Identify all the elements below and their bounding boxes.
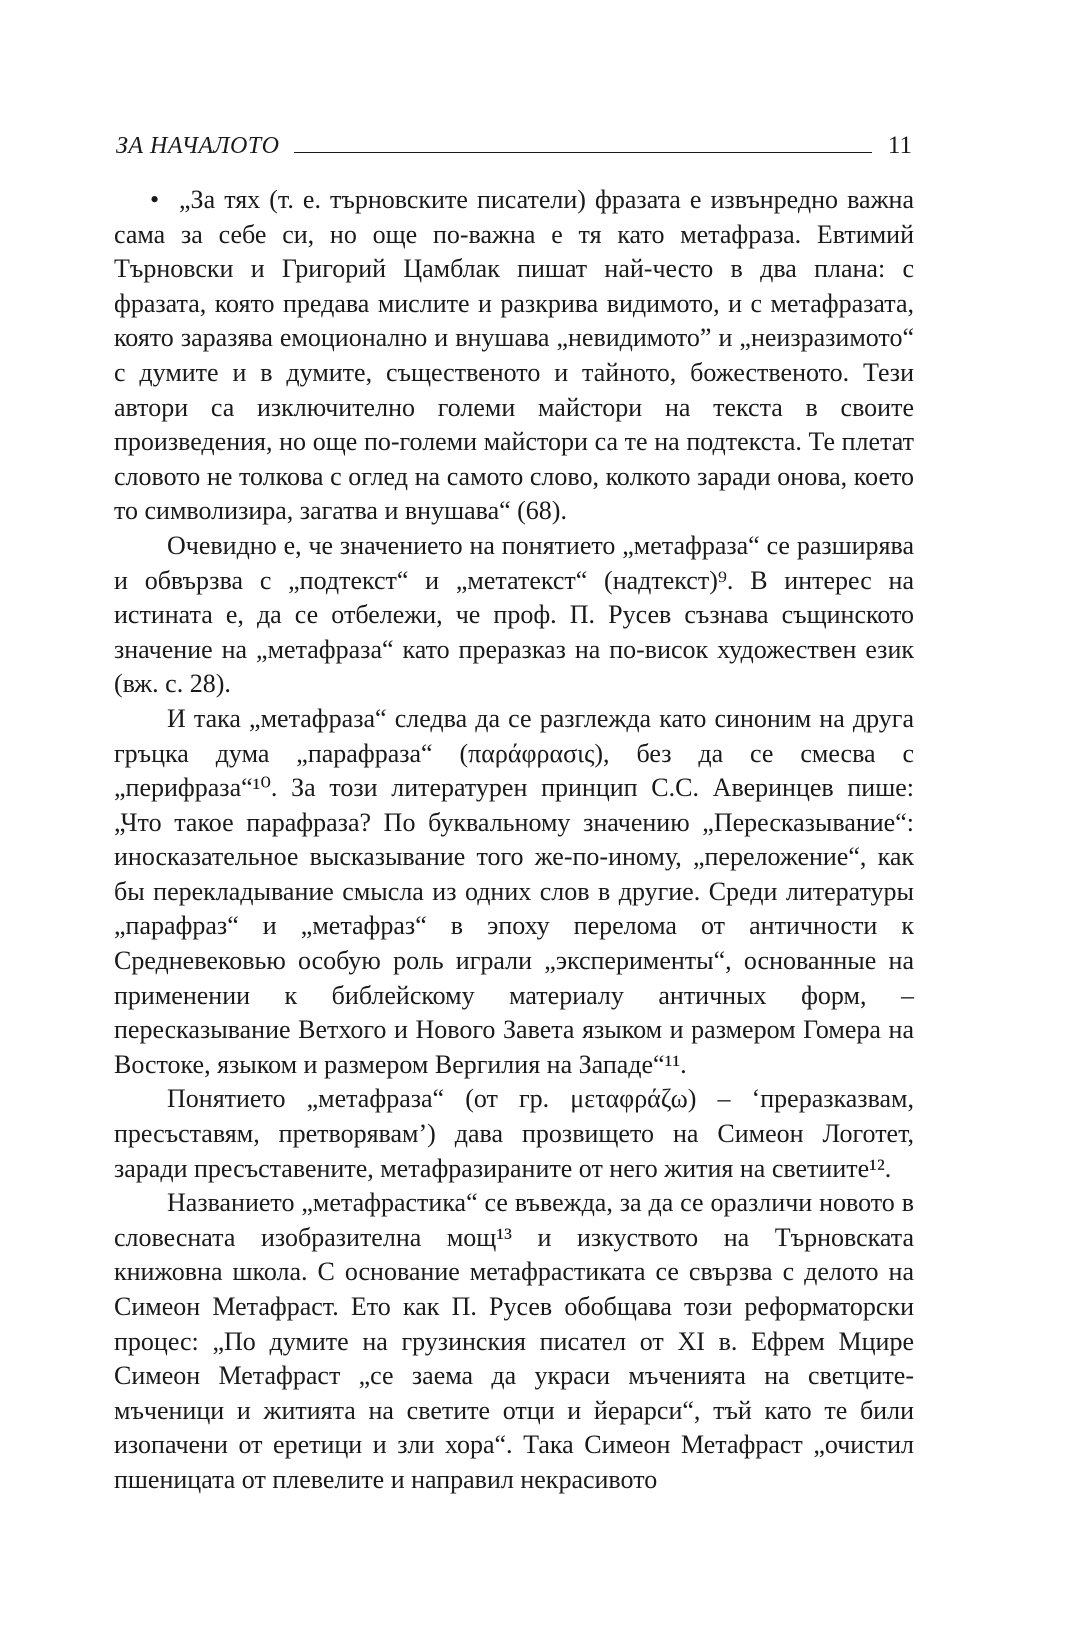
- header-rule: [294, 152, 872, 153]
- paragraph: Очевидно е, че значението на понятието „метафраза“ се разширява и обвързва с „подтекст“ и „метатекст“ (надтекст)⁹. В интерес на истината е, да се отбележи, че проф. П. Русев съзнава същинското значение на „метафраза“ като преразказ на по-висок художествен език (вж. с. 28).: [114, 530, 914, 699]
- paragraph-text: „За тях (т. е. търновските писатели) фразата е извънредно важна сама за себе си, но още по-важна е тя като метафраза. Евтимий Търновски и Григорий Цамблак пишат най-често в два плана: с фразата, която предава мислите и разкрива видимото, и с метафразата, която заразява емоционално и внушава „невидимото” и „неизразимото“ с думите и в думите, същественото и тайното, божественото. Тези автори са изключително големи майстори на текста в своите произведения, но още по-големи майстори са те на подтекста. Те плетат словото не толкова с оглед на самото слово, колкото заради онова, което то символизира, загатва и внушава“ (68).: [114, 185, 914, 526]
- running-header: [116, 120, 912, 160]
- paragraph: Названието „метафрастика“ се въвежда, за да се оразличи новото в словесната изобразителна мощ¹³ и изкуството на Търновската книжовна школа. С основание метафрастиката се свързва с делото на Симеон Метафраст. Ето как П. Русев обобщава този реформаторски процес: „По думите на грузинския писател от XI в. Ефрем Мцире Симеон Метафраст „се заема да украси мъченията на светците-мъченици и житията на светите отци и йерарси“, тъй като те били изопачени от еретици и зли хора“. Така Симеон Метафраст „очистил пшеницата от плевелите и направил некрасивото: [114, 1188, 914, 1494]
- body-text: [114, 183, 914, 1498]
- paragraph: И така „метафраза“ следва да се разглежда като синоним на друга гръцка дума „парафраза“ (παράφρασις), без да се смесва с „перифраза“¹⁰. За този литературен принцип С.С. Аверинцев пише: „Что такое парафраза? По буквальному значению „Пересказывание“: иносказательное высказывание того же-по-иному, „переложение“, как бы перекладывание смысла из одних слов в другие. Среди литературы „парафраз“ и „метафраз“ в эпоху перелома от античности к Средневековью особую роль играли „эксперименты“, основанные на применении к библейскому материалу античных форм, – пересказывание Ветхого и Нового Завета языком и размером Гомера на Востоке, языком и размером Вергилия на Западе“¹¹.: [114, 703, 914, 1079]
- paragraph-quote: [114, 183, 914, 529]
- paragraph: Понятието „метафраза“ (от гр. μεταφράζω) – ‘преразказвам, пресъставям, претворявам’) дава прозвището на Симеон Логотет, заради пресъставените, метафразираните от него жития на светиите¹².: [114, 1084, 914, 1183]
- bullet-icon: •: [150, 185, 160, 214]
- page-number: 11: [887, 132, 912, 159]
- chapter-title: ЗА НАЧАЛОТО: [116, 133, 280, 159]
